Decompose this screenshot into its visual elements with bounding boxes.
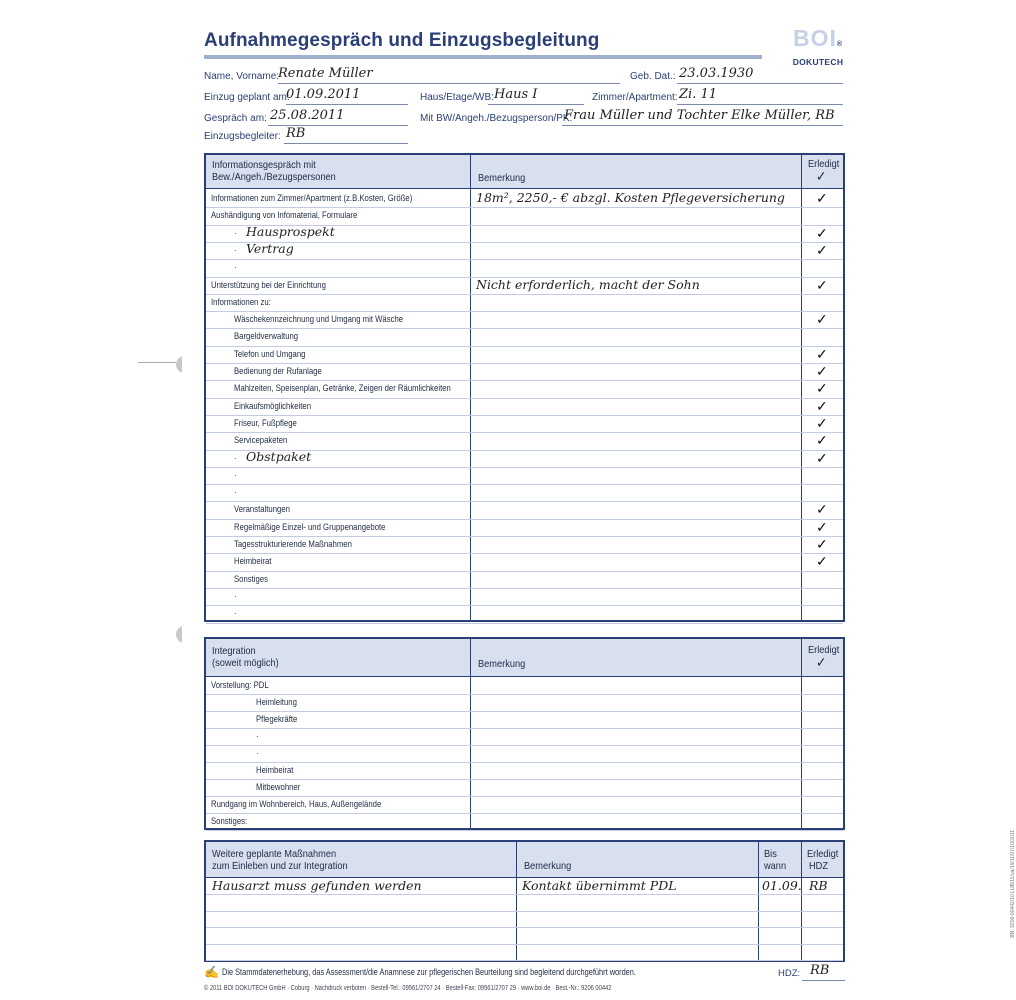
zimmer-line: [677, 104, 843, 105]
table-row-divider: [206, 415, 843, 416]
measures-table: [204, 840, 845, 962]
info-row-label: Heimbeirat: [234, 556, 272, 567]
info-row-label: ·: [234, 590, 237, 601]
table-row-divider: [206, 813, 843, 814]
info-row-label: Tagesstrukturierende Maßnahmen: [234, 539, 352, 549]
gespraech-value[interactable]: 25.08.2011: [270, 108, 345, 123]
name-line: [278, 83, 620, 84]
table-row-divider: [206, 536, 843, 537]
info-row-label: ·: [234, 608, 237, 619]
table-row-divider: [206, 380, 843, 381]
zimmer-value[interactable]: Zi. 11: [679, 87, 717, 102]
integration-header-col2: Bemerkung: [478, 658, 526, 670]
table-row-divider: [206, 519, 843, 520]
table-row-divider: [206, 911, 843, 912]
integration-row-label: Sonstiges:: [211, 816, 248, 826]
info-row-label: Einkaufsmöglichkeiten: [234, 400, 312, 411]
begleiter-value[interactable]: RB: [286, 126, 306, 141]
info-row-handwritten[interactable]: Hausprospekt: [246, 223, 335, 239]
table-row-divider: [206, 960, 843, 961]
measures-header-col4-line2: HDZ: [809, 860, 829, 872]
einzug-line: [286, 104, 408, 105]
info-row-label: Informationen zum Zimmer/Apartment (z.B.Kosten, Größe): [211, 193, 413, 203]
table-row-divider: [206, 207, 843, 208]
info-header-col1-line1: Informationsgespräch mit: [212, 159, 316, 171]
table-row-divider: [206, 432, 843, 433]
footer-icon: ✍: [204, 965, 219, 979]
integration-vline-2: [801, 639, 802, 828]
measures-header-col1-line1: Weitere geplante Maßnahmen: [212, 848, 337, 860]
table-row-divider: [206, 779, 843, 780]
info-header-col2: Bemerkung: [478, 172, 526, 184]
geb-line: [677, 83, 843, 84]
measures-header-col3-line2: wann: [764, 860, 787, 872]
info-row-label: Mahlzeiten, Speisenplan, Getränke, Zeigen der Räumlichkeiten: [234, 383, 451, 394]
footer-hdz-value[interactable]: RB: [810, 963, 830, 978]
table-row-divider: [206, 830, 843, 831]
side-code: BN: 9206-00442/10 LUB/11/ua/10/11/07/10/2011: [1010, 830, 1016, 938]
table-row-divider: [206, 894, 843, 895]
zimmer-label: Zimmer/Apartment:: [592, 92, 678, 103]
measure-text[interactable]: Hausarzt muss gefunden werden: [212, 878, 422, 893]
info-row-label: Servicepaketen: [234, 435, 288, 446]
table-row-divider: [206, 944, 843, 945]
info-row-label: Wäschekennzeichnung und Umgang mit Wäsche: [234, 314, 404, 325]
fold-mark: [138, 362, 176, 363]
haus-line: [488, 104, 584, 105]
table-row-divider: [206, 711, 843, 712]
info-row-note[interactable]: Nicht erforderlich, macht der Sohn: [476, 276, 700, 292]
table-row-divider: [206, 571, 843, 572]
info-table: [204, 153, 845, 622]
gespraech-label: Gespräch am:: [204, 113, 267, 124]
integration-row-label: Heimbeirat: [256, 765, 294, 775]
measures-vline-3: [801, 842, 802, 960]
info-row-handwritten[interactable]: Vertrag: [246, 240, 294, 256]
table-row-divider: [206, 588, 843, 589]
table-row-divider: [206, 623, 843, 624]
check-icon[interactable]: ✓: [816, 241, 828, 258]
table-row-divider: [206, 259, 843, 260]
check-icon[interactable]: ✓: [816, 363, 828, 379]
form-page: [182, 0, 1016, 1000]
footer-note: Die Stammdatenerhebung, das Assessment/die Anamnese zur pflegerischen Beurteilung sind begleitend durchgeführt worden.: [222, 967, 636, 977]
check-icon[interactable]: ✓: [816, 397, 828, 414]
integration-row-label: ·: [256, 731, 259, 741]
measure-date[interactable]: 01.09.: [762, 878, 802, 893]
info-row-label: ·: [234, 469, 237, 480]
einzug-label: Einzug geplant am:: [204, 92, 290, 103]
check-icon[interactable]: ✓: [816, 536, 828, 552]
table-row-divider: [206, 796, 843, 797]
check-icon[interactable]: ✓: [816, 501, 828, 518]
name-label: Name, Vorname:: [204, 71, 280, 82]
info-row-label: Telefon und Umgang: [234, 348, 306, 359]
measures-header-col3-line1: Bis: [764, 848, 777, 860]
integration-row-label: ·: [256, 748, 259, 758]
measures-vline-2: [758, 842, 759, 960]
table-row-divider: [206, 728, 843, 729]
integration-header-check: ✓: [816, 654, 827, 670]
footer-hdz-label: HDZ:: [778, 968, 801, 979]
check-icon[interactable]: ✓: [816, 449, 828, 466]
integration-row-label: Vorstellung: PDL: [211, 680, 269, 690]
measures-header-col4-line1: Erledigt: [807, 848, 839, 860]
integration-row-label: Pflegekräfte: [256, 714, 298, 724]
haus-label: Haus/Etage/WB:: [420, 92, 494, 103]
integration-header-col1-line1: Integration: [212, 645, 256, 657]
info-row-label: ·: [234, 244, 237, 255]
integration-header-col3: Erledigt: [808, 644, 840, 656]
table-row-divider: [206, 398, 843, 399]
measures-header-col1-line2: zum Einleben und zur Integration: [212, 860, 348, 872]
title-underline: [204, 55, 762, 59]
logo-mark: BOI: [792, 25, 837, 51]
check-icon[interactable]: ✓: [816, 276, 828, 293]
logo-registered: ®: [836, 41, 844, 48]
integration-row-label: Rundgang im Wohnbereich, Haus, Außengelände: [211, 799, 382, 809]
check-icon[interactable]: ✓: [816, 518, 828, 535]
table-row-divider: [206, 605, 843, 606]
check-icon[interactable]: ✓: [816, 345, 828, 362]
haus-value[interactable]: Haus I: [494, 87, 538, 102]
footer-copyright: © 2011 BOI DOKUTECH GmbH · Coburg · Nachdruck verboten · Bestell-Tel.: 09561/2707 24 · Bestell-Fax: 09561/2707 29 · www.boi.de · Best.-Nr.: 9206 00442: [204, 985, 612, 992]
mit-line: [562, 125, 843, 126]
table-row-divider: [206, 501, 843, 502]
info-row-label: Veranstaltungen: [234, 504, 290, 515]
check-icon[interactable]: ✓: [816, 414, 828, 431]
info-row-label: Unterstützung bei der Einrichtung: [211, 279, 326, 290]
footer-hdz-line: [802, 980, 845, 981]
measures-header-col2: Bemerkung: [524, 860, 572, 872]
table-row-divider: [206, 294, 843, 295]
check-icon[interactable]: ✓: [816, 311, 828, 328]
info-row-label: ·: [234, 262, 237, 273]
begleiter-label: Einzugsbegleiter:: [204, 131, 281, 142]
info-header-col1-line2: Bew./Angeh./Bezugspersonen: [212, 171, 336, 183]
integration-row-label: Mitbewohner: [256, 782, 301, 792]
geb-label: Geb. Dat.:: [630, 71, 676, 82]
info-row-label: ·: [234, 227, 237, 238]
boi-logo: [789, 26, 847, 67]
table-row-divider: [206, 363, 843, 364]
info-row-label: ·: [234, 487, 237, 498]
info-row-label: Aushändigung von Infomaterial, Formulare: [211, 210, 358, 221]
info-row-label: ·: [234, 452, 237, 463]
info-row-note[interactable]: 18m², 2250,- € abzgl. Kosten Pflegeversicherung: [476, 190, 785, 205]
info-row-label: Informationen zu:: [211, 296, 271, 307]
table-row-divider: [206, 467, 843, 468]
check-icon[interactable]: ✓: [816, 190, 828, 206]
check-icon[interactable]: ✓: [816, 380, 828, 397]
begleiter-line: [284, 143, 408, 144]
check-icon[interactable]: ✓: [816, 553, 828, 570]
info-row-handwritten[interactable]: Obstpaket: [246, 448, 312, 464]
measure-note[interactable]: Kontakt übernimmt PDL: [522, 878, 677, 893]
table-row-divider: [206, 553, 843, 554]
mit-label: Mit BW/Angeh./Bezugsperson/PK:: [420, 113, 573, 124]
logo-subtitle: DOKUTECH: [792, 57, 844, 67]
info-row-label: Bedienung der Rufanlage: [234, 366, 322, 376]
info-row-label: Friseur, Fußpflege: [234, 417, 297, 428]
info-header-col3: Erledigt: [808, 158, 840, 170]
info-row-label: Bargeldverwaltung: [234, 331, 299, 342]
table-row-divider: [206, 242, 843, 243]
info-row-label: Sonstiges: [234, 573, 268, 584]
table-row-divider: [206, 484, 843, 485]
table-row-divider: [206, 694, 843, 695]
check-icon[interactable]: ✓: [816, 432, 828, 449]
geb-value[interactable]: 23.03.1930: [679, 66, 754, 81]
table-row-divider: [206, 328, 843, 329]
table-row-divider: [206, 311, 843, 312]
info-header-check: ✓: [816, 168, 827, 184]
einzug-value[interactable]: 01.09.2011: [286, 87, 361, 102]
measure-hdz[interactable]: RB: [809, 878, 828, 893]
check-icon[interactable]: ✓: [816, 224, 828, 241]
integration-table: [204, 637, 845, 830]
integration-vline-1: [470, 639, 471, 828]
info-row-label: Regelmäßige Einzel- und Gruppenangebote: [234, 521, 386, 532]
form-title: Aufnahmegespräch und Einzugsbegleitung: [204, 30, 600, 51]
mit-value[interactable]: Frau Müller und Tochter Elke Müller, RB: [564, 108, 835, 123]
table-row-divider: [206, 745, 843, 746]
table-row-divider: [206, 762, 843, 763]
table-row-divider: [206, 927, 843, 928]
integration-row-label: Heimleitung: [256, 697, 297, 707]
integration-header-col1-line2: (soweit möglich): [212, 657, 279, 669]
table-row-divider: [206, 346, 843, 347]
measures-vline-1: [516, 842, 517, 960]
name-value[interactable]: Renate Müller: [278, 66, 373, 81]
